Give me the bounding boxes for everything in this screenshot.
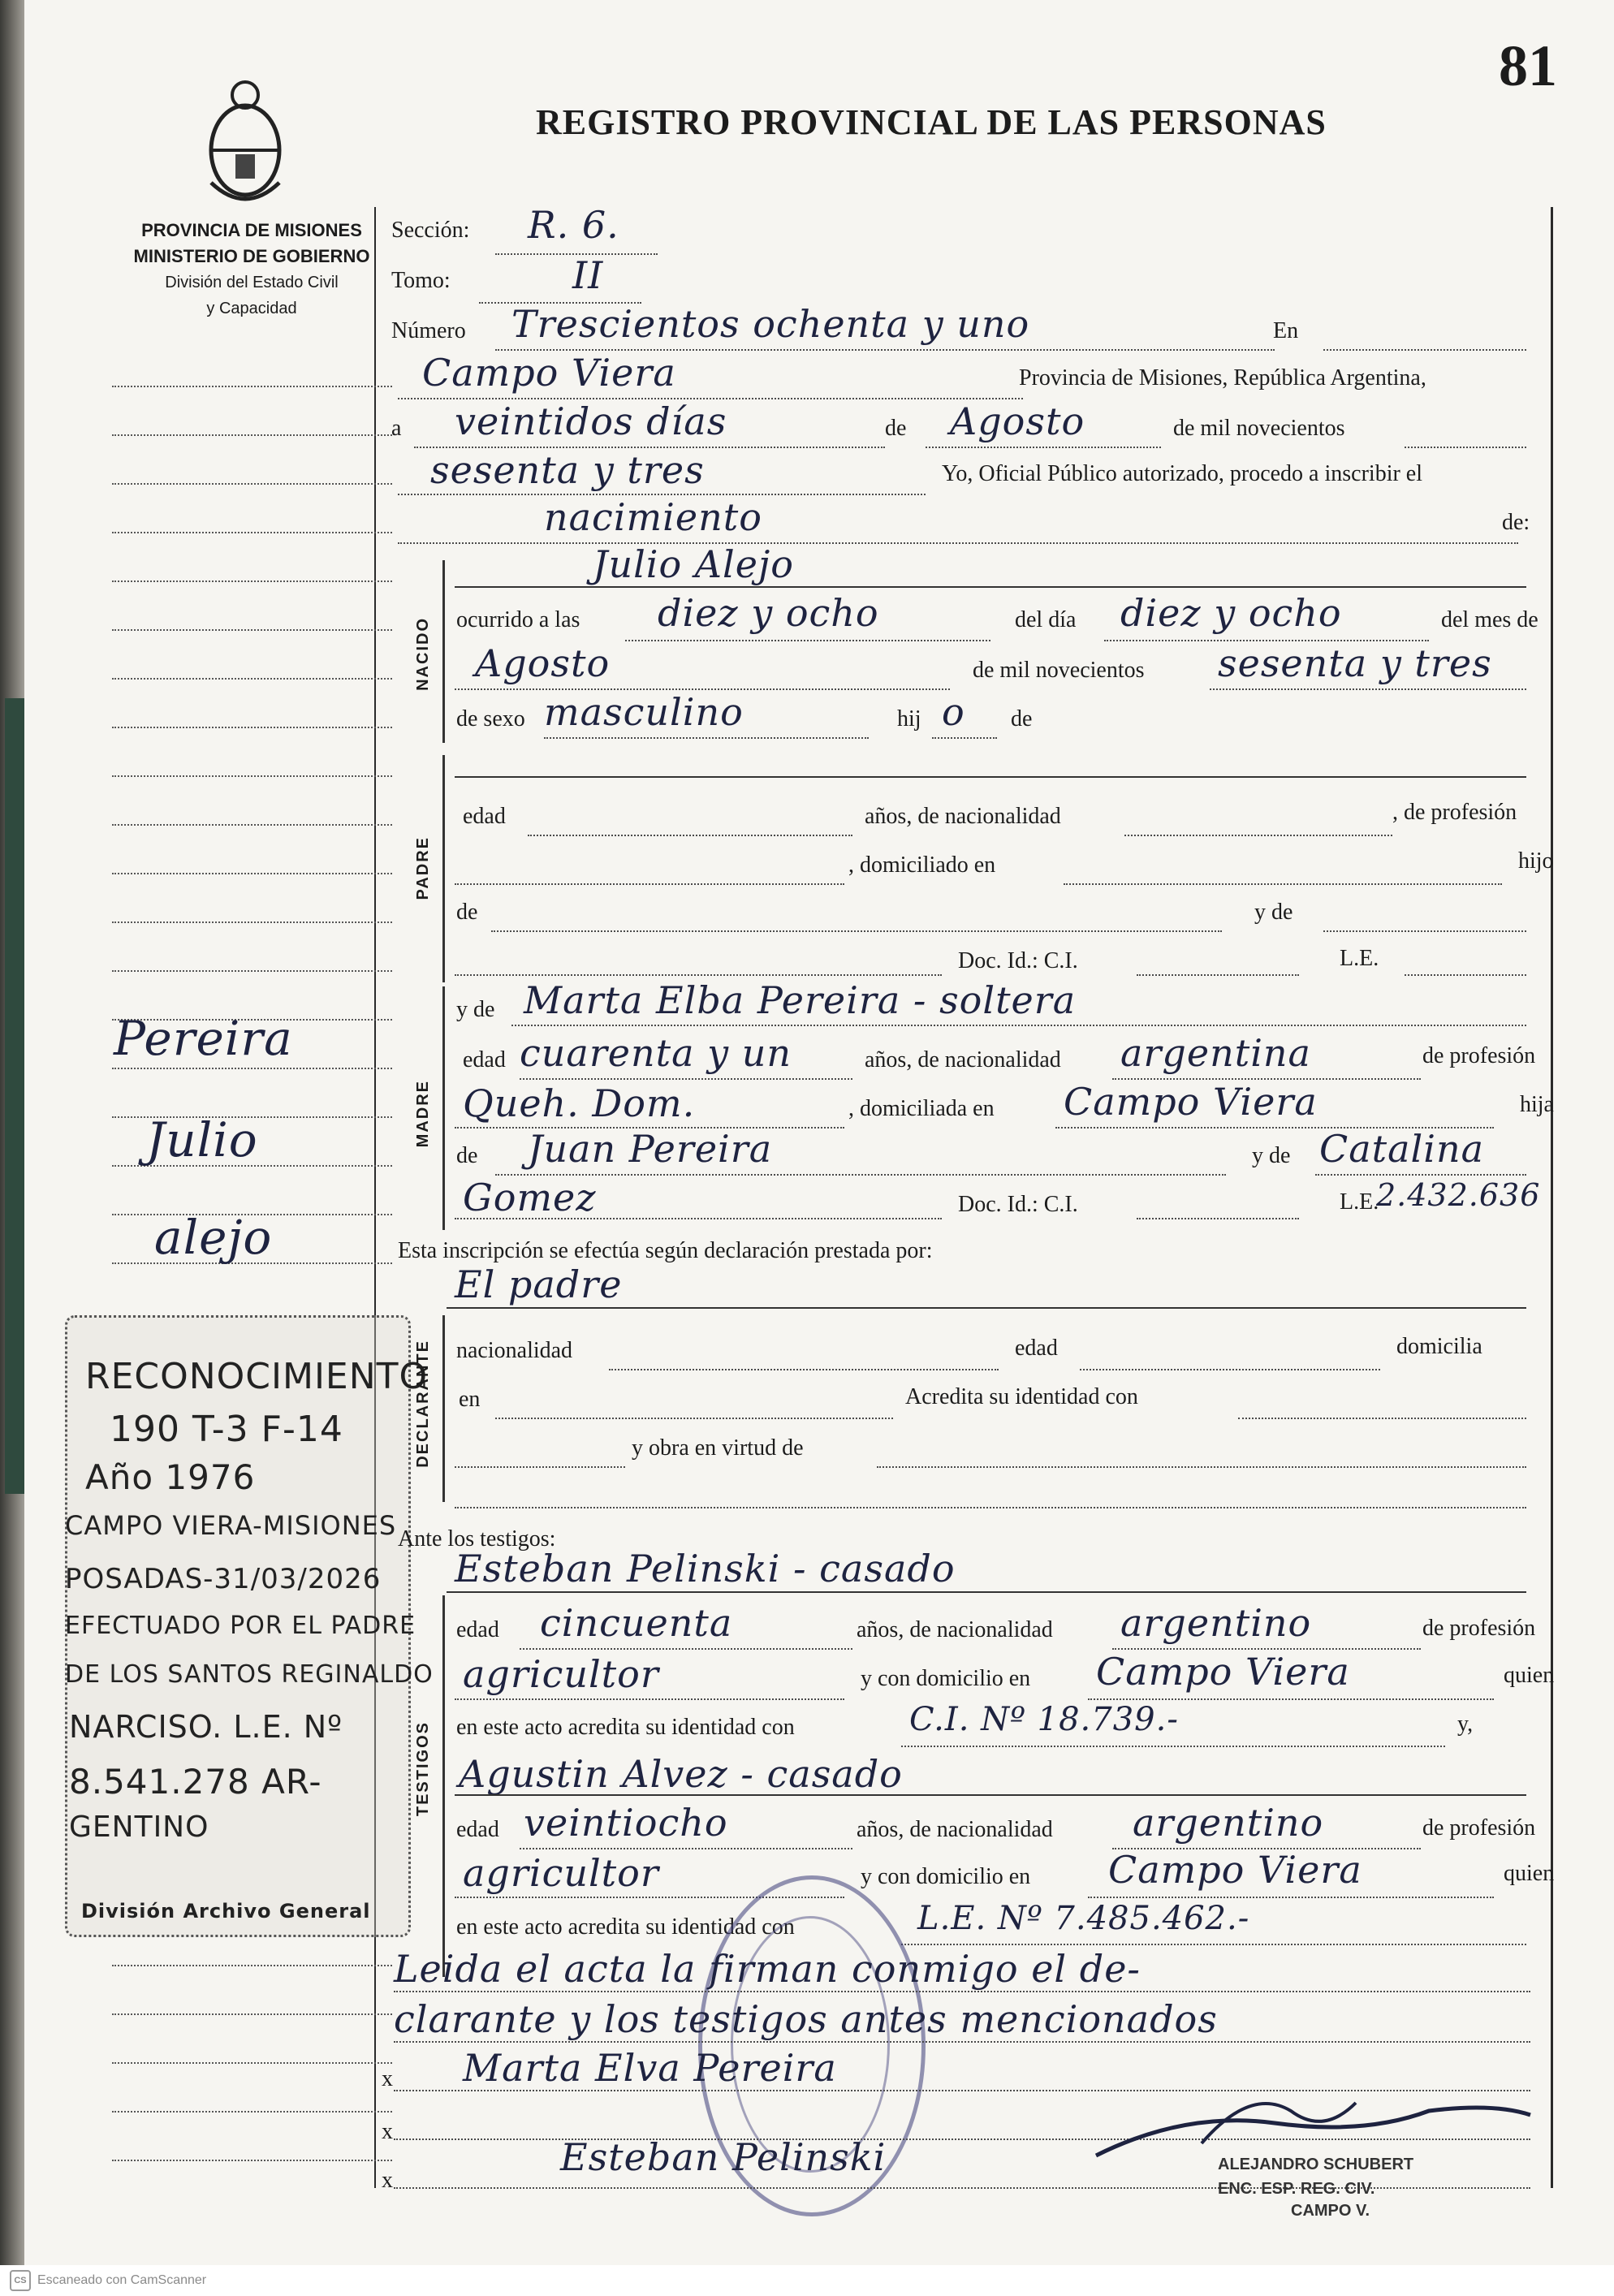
registry-page <box>24 0 1614 2265</box>
padre-edad-label: edad <box>463 804 506 829</box>
nacido-section-label: NACIDO <box>414 617 432 691</box>
witness2-dom: Campo Viera <box>1108 1848 1362 1892</box>
stamp-line-4: CAMPO VIERA-MISIONES <box>65 1510 397 1541</box>
madre-dom-value: Campo Viera <box>1064 1080 1318 1124</box>
sexo-line <box>544 737 869 739</box>
del-mes-label: del mes de <box>1441 607 1538 632</box>
margin-line <box>112 775 392 777</box>
act-value: nacimiento <box>544 495 762 539</box>
padre-le-line <box>1405 974 1526 976</box>
stamp-footer: División Archivo General <box>81 1900 371 1923</box>
witness2-acredita-label: en este acto acredita su identidad con <box>456 1914 795 1940</box>
stamp-line-3: Año 1976 <box>85 1457 256 1497</box>
madre-nac-value: argentina <box>1120 1031 1311 1075</box>
madre-hija-label: hija <box>1520 1092 1554 1117</box>
witness1-prof-label: de profesión <box>1422 1616 1536 1641</box>
padre-prof-line <box>455 883 844 885</box>
a-label: a <box>391 416 402 441</box>
margin-line <box>112 629 392 631</box>
declarante-intro: Esta inscripción se efectúa según declaración prestada por: <box>398 1238 933 1263</box>
madre-mother: Catalina <box>1319 1127 1485 1171</box>
margin-line <box>112 2160 392 2161</box>
agency-province: PROVINCIA DE MISIONES <box>141 220 362 240</box>
padre-y-de-label: y de <box>1254 900 1293 925</box>
madre-section-label: MADRE <box>414 1080 432 1148</box>
declarante-by: El padre <box>455 1262 623 1306</box>
witness2-prof: agricultor <box>463 1851 659 1895</box>
witness2-nac-label: años, de nacionalidad <box>857 1817 1053 1842</box>
hij-value: o <box>942 690 965 734</box>
sexo-value: masculino <box>544 690 744 734</box>
hij-label: hij <box>897 706 921 732</box>
witness1-id-line <box>901 1746 1445 1747</box>
province-text: Provincia de Misiones, República Argentina, <box>1019 365 1426 391</box>
margin-line <box>112 2013 392 2015</box>
margin-line <box>112 921 392 923</box>
madre-name: Marta Elba Pereira - soltera <box>524 978 1077 1022</box>
numero-label: Número <box>391 318 466 343</box>
madre-y-de-label: y de <box>456 997 495 1022</box>
witness1-dom-line <box>1088 1698 1494 1700</box>
declarante-virtud-line <box>877 1466 1526 1468</box>
padre-name-line <box>455 776 1526 778</box>
del-dia-label: del día <box>1015 607 1077 632</box>
padre-doc-label: Doc. Id.: C.I. <box>958 948 1078 973</box>
officer-stamp-place: CAMPO V. <box>1291 2202 1370 2220</box>
witness1-prof-line <box>455 1698 844 1700</box>
witness2-dom-label: y con domicilio en <box>861 1864 1031 1889</box>
year-prefix: de mil novecientos <box>1173 416 1345 441</box>
padre-mother-line <box>1323 930 1526 932</box>
stamp-line-1: RECONOCIMIENTO <box>85 1356 429 1397</box>
witness1-prof: agricultor <box>463 1652 659 1696</box>
witness2-edad-line <box>520 1848 852 1849</box>
seccion-value: R. 6. <box>528 203 619 247</box>
signature-mother: Marta Elva Pereira <box>463 2046 837 2090</box>
margin-line <box>112 386 392 387</box>
declarante-extra-line <box>455 1466 625 1468</box>
agency-division: División del Estado Civil <box>165 274 339 291</box>
signature-x-2: x <box>382 2119 393 2144</box>
scanner-footer <box>0 2265 1614 2296</box>
declarante-acredita-label: Acredita su identidad con <box>905 1384 1138 1409</box>
margin-surname: Pereira <box>114 1011 293 1066</box>
padre-doc-line <box>1137 974 1299 976</box>
margin-line <box>112 727 392 728</box>
camscanner-logo-icon: CS <box>10 2270 31 2291</box>
declarante-acredita-line <box>1238 1418 1526 1419</box>
witness1-nac: argentino <box>1120 1601 1312 1645</box>
padre-nac-line <box>1124 835 1392 836</box>
month-line <box>926 447 1161 448</box>
declarante-section-label: DECLARANTE <box>414 1340 432 1468</box>
hij-line <box>932 737 997 739</box>
madre-bracket <box>442 986 445 1230</box>
madre-mother-surname: Gomez <box>463 1176 597 1219</box>
declarante-virtud-label: y obra en virtud de <box>632 1435 804 1461</box>
birth-year-label: de mil novecientos <box>973 658 1145 683</box>
margin-line <box>112 532 392 533</box>
madre-dom-label: , domiciliada en <box>848 1096 995 1121</box>
coat-of-arms-icon <box>199 77 292 207</box>
birth-year-line <box>1210 688 1526 690</box>
de-colon-label: de: <box>1502 510 1530 535</box>
declarante-nac-label: nacionalidad <box>456 1338 573 1363</box>
padre-dom-label: , domiciliado en <box>848 852 996 878</box>
declarante-by-line <box>447 1307 1526 1309</box>
closing-line-1: Leida el acta la firman conmigo el de- <box>394 1947 1141 1991</box>
margin-line <box>112 873 392 874</box>
testigos-section-label: TESTIGOS <box>414 1721 432 1817</box>
stamp-line-7: DE LOS SANTOS REGINALDO <box>65 1660 434 1689</box>
madre-edad-value: cuarenta y un <box>520 1031 792 1075</box>
testigos-intro: Ante los testigos: <box>398 1526 556 1552</box>
page-title: REGISTRO PROVINCIAL DE LAS PERSONAS <box>536 102 1327 142</box>
witness1-nac-label: años, de nacionalidad <box>857 1617 1053 1642</box>
margin-line <box>112 2062 392 2064</box>
de-month-label: de <box>885 416 907 441</box>
stamp-line-5: POSADAS-31/03/2026 <box>65 1563 382 1595</box>
agency-capacity: y Capacidad <box>206 300 297 317</box>
year-value: sesenta y tres <box>430 448 705 492</box>
witness1-edad: cincuenta <box>540 1601 733 1645</box>
witness1-edad-line <box>520 1648 852 1650</box>
tomo-value: II <box>572 253 604 297</box>
madre-y-de2-label: y de <box>1252 1143 1291 1168</box>
margin-line <box>112 824 392 826</box>
margin-line <box>112 2111 392 2113</box>
margin-line <box>112 483 392 485</box>
declarante-edad-line <box>1080 1369 1380 1370</box>
madre-doc-line <box>1137 1218 1299 1219</box>
declarante-en-line <box>495 1418 893 1419</box>
witness1-name-line <box>447 1591 1526 1593</box>
nacido-de-label: de <box>1011 706 1033 732</box>
padre-hijo-label: hijo <box>1518 848 1554 874</box>
stamp-line-2: 190 T-3 F-14 <box>110 1409 343 1450</box>
madre-de-label: de <box>456 1143 478 1168</box>
madre-prof-value: Queh. Dom. <box>463 1081 696 1125</box>
witness1-name: Esteban Pelinski - casado <box>455 1547 956 1590</box>
tomo-label: Tomo: <box>391 268 451 293</box>
scanner-label: Escaneado con CamScanner <box>37 2273 207 2287</box>
place-value: Campo Viera <box>422 351 676 395</box>
official-text: Yo, Oficial Público autorizado, procedo a inscribir el <box>942 461 1423 486</box>
witness2-edad: veintiocho <box>524 1801 728 1845</box>
padre-section-label: PADRE <box>414 836 432 900</box>
declarante-domicilia-label: domicilia <box>1396 1334 1482 1359</box>
testigos-bracket <box>442 1595 445 1977</box>
padre-extra-line <box>455 974 942 976</box>
stamp-line-10: GENTINO <box>69 1810 209 1844</box>
madre-le-value: 2.432.636 <box>1376 1177 1541 1213</box>
padre-de-label: de <box>456 900 478 925</box>
madre-name-line <box>511 1025 1526 1026</box>
declarante-edad-label: edad <box>1015 1336 1058 1361</box>
witness2-dom-line <box>1088 1897 1494 1898</box>
witness2-prof-label: de profesión <box>1422 1815 1536 1841</box>
madre-nac-label: años, de nacionalidad <box>865 1047 1061 1072</box>
birth-year-value: sesenta y tres <box>1218 641 1492 685</box>
padre-dom-line <box>1064 883 1502 885</box>
witness2-id-line <box>901 1944 1526 1945</box>
margin-given-name-2: alejo <box>154 1210 273 1265</box>
margin-line <box>112 1965 392 1966</box>
stamp-line-6: EFECTUADO POR EL PADRE <box>65 1612 416 1640</box>
madre-father: Juan Pereira <box>528 1127 773 1171</box>
witness2-quien-label: quien <box>1504 1861 1555 1886</box>
agency-ministry: MINISTERIO DE GOBIERNO <box>133 246 370 266</box>
birth-day-value: diez y ocho <box>1120 591 1342 635</box>
witness-y-label: y, <box>1457 1711 1474 1737</box>
padre-prof-label: , de profesión <box>1392 800 1517 825</box>
witness1-edad-label: edad <box>456 1617 499 1642</box>
nacido-name: Julio Alejo <box>593 542 794 586</box>
madre-doc-label: Doc. Id.: C.I. <box>958 1192 1078 1217</box>
madre-surname-line <box>455 1218 942 1219</box>
signature-x-1: x <box>382 2066 393 2091</box>
madre-prof-label: de profesión <box>1422 1043 1536 1068</box>
day-value: veintidos días <box>455 399 727 443</box>
witness1-quien-label: quien <box>1504 1663 1555 1688</box>
numero-value: Trescientos ochenta y uno <box>511 302 1030 346</box>
padre-edad-line <box>528 835 852 836</box>
margin-line <box>112 970 392 972</box>
witness2-edad-label: edad <box>456 1817 499 1842</box>
declarante-en-label: en <box>459 1387 481 1412</box>
witness1-acredita-label: en este acto acredita su identidad con <box>456 1715 795 1740</box>
hour-line <box>625 640 990 641</box>
witness1-dom: Campo Viera <box>1096 1650 1350 1694</box>
declarante-nac-line <box>609 1369 999 1370</box>
margin-line <box>112 1068 392 1069</box>
closing-line-2-rule <box>394 2041 1530 2043</box>
sexo-label: de sexo <box>456 706 525 732</box>
nacido-bracket <box>442 560 445 743</box>
madre-edad-line <box>520 1078 852 1080</box>
seccion-label: Sección: <box>391 218 470 243</box>
stamp-line-8: NARCISO. L.E. Nº <box>69 1709 343 1745</box>
closing-line-2: clarante y los testigos antes mencionados <box>394 1997 1218 2041</box>
signature-x-3: x <box>382 2168 393 2193</box>
padre-nac-label: años, de nacionalidad <box>865 804 1061 829</box>
month-value: Agosto <box>950 399 1085 443</box>
act-line <box>398 542 1518 544</box>
margin-given-name-1: Julio <box>146 1112 258 1167</box>
declarante-bracket <box>442 1315 445 1502</box>
padre-bracket <box>442 755 445 982</box>
stamp-line-9: 8.541.278 AR- <box>69 1762 322 1802</box>
witness2-id: L.E. Nº 7.485.462.- <box>917 1900 1250 1937</box>
declarante-blank-line <box>455 1507 1526 1508</box>
margin-line <box>112 580 392 582</box>
birth-month-value: Agosto <box>475 641 611 685</box>
margin-line <box>112 678 392 680</box>
madre-father-line <box>495 1174 1226 1176</box>
officer-stamp-title: ENC. ESP. REG. CIV. <box>1218 2180 1375 2198</box>
page-number: 81 <box>1499 33 1557 98</box>
witness2-name-line <box>455 1794 1526 1796</box>
ocurrido-label: ocurrido a las <box>456 607 580 632</box>
witness2-nac: argentino <box>1133 1801 1324 1845</box>
witness1-dom-label: y con domicilio en <box>861 1666 1031 1691</box>
binding-tape <box>5 698 26 1494</box>
madre-edad-label: edad <box>463 1047 506 1072</box>
year-prefix-line <box>1405 447 1526 448</box>
signature-witness: Esteban Pelinski <box>560 2135 887 2179</box>
en-label: En <box>1273 318 1299 343</box>
en-line <box>1323 349 1526 351</box>
padre-father-line <box>491 930 1222 932</box>
nacido-name-line <box>455 586 1526 588</box>
closing-line-1-rule <box>394 1991 1530 1992</box>
hour-value: diez y ocho <box>658 591 879 635</box>
madre-mother-line <box>1315 1174 1526 1176</box>
right-frame-line <box>1551 207 1553 2188</box>
witness2-name: Agustin Alvez - casado <box>459 1752 903 1796</box>
padre-le-label: L.E. <box>1340 946 1379 971</box>
officer-stamp-name: ALEJANDRO SCHUBERT <box>1218 2156 1414 2173</box>
margin-line <box>112 434 392 436</box>
witness1-id: C.I. Nº 18.739.- <box>909 1701 1179 1738</box>
agency-block <box>97 218 406 322</box>
madre-le-label: L.E. <box>1340 1189 1379 1215</box>
